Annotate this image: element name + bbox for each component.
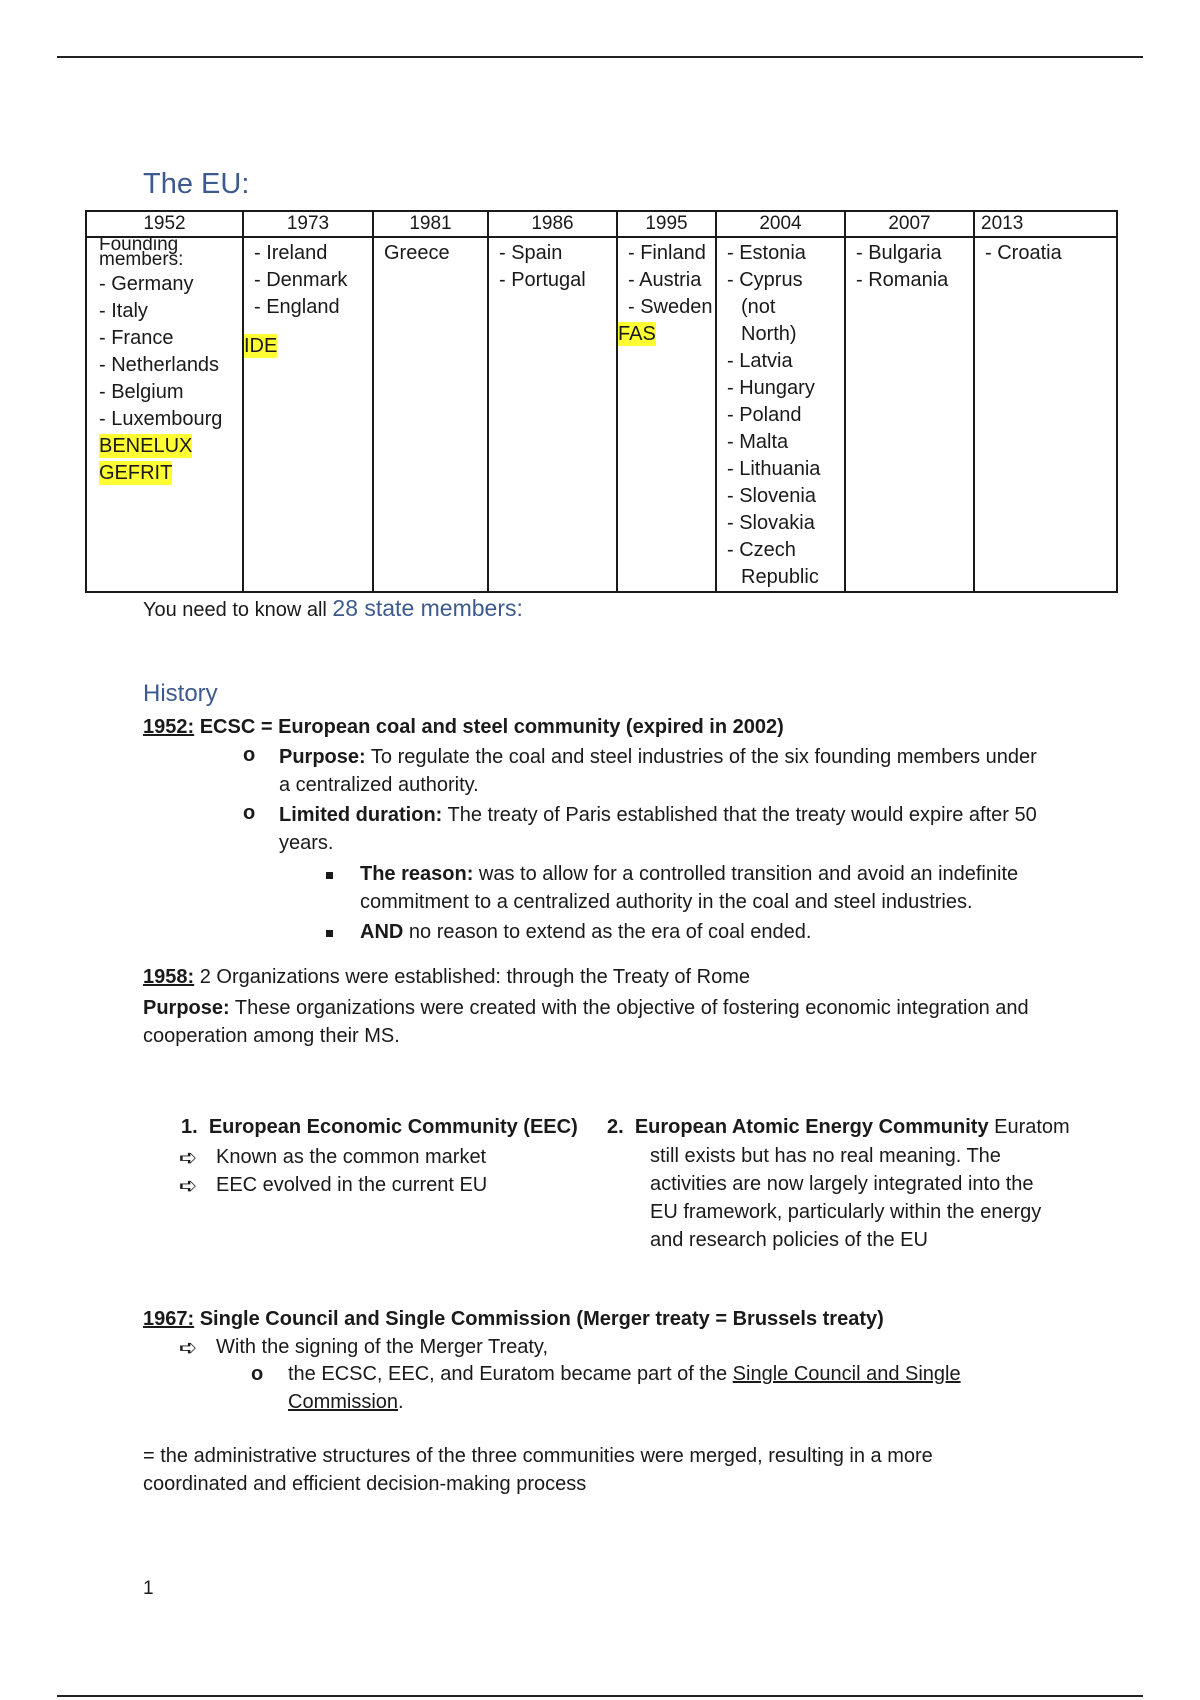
text: commitment to a centralized authority in the coal and steel industries. (360, 891, 973, 913)
mnemonic-highlight: GEFRIT (99, 462, 173, 484)
col-1995 (617, 237, 716, 592)
eu-membership-table (85, 210, 1118, 593)
table-header-row (86, 211, 1117, 237)
text: EU framework, particularly within the energy (650, 1201, 1042, 1223)
circle-bullet-icon: o (243, 744, 256, 766)
rome-heading (143, 966, 750, 989)
merger-heading (143, 1308, 884, 1331)
text: activities are now largely integrated into the (650, 1173, 1034, 1195)
title-text: European Atomic Energy Community (634, 1116, 989, 1138)
eec-point: Known as the common market (216, 1146, 487, 1168)
merger-point: With the signing of the Merger Treaty, (216, 1336, 549, 1358)
history-heading: History (143, 680, 218, 707)
underlined-text: Single Council and Single (732, 1363, 961, 1385)
euratom-description (650, 1142, 1041, 1254)
country: - Belgium (99, 381, 184, 403)
label: Purpose: (279, 746, 366, 768)
col-2004 (716, 237, 845, 592)
text: was to allow for a controlled transition and avoid an indefinite (473, 863, 1019, 885)
country: - Spain (499, 242, 563, 264)
members-note-prefix: You need to know all (143, 599, 333, 621)
year-header: 1995 (617, 211, 716, 237)
col-1986 (488, 237, 617, 592)
country: - Latvia (727, 350, 793, 372)
circle-bullet-icon: o (251, 1363, 264, 1385)
label: Limited duration: (279, 804, 443, 826)
page-number: 1 (143, 1578, 154, 1599)
heading-text: Single Council and Single Commission (Merger treaty = Brussels treaty) (194, 1308, 884, 1330)
country: - Croatia (985, 242, 1062, 264)
eec-point: EEC evolved in the current EU (216, 1174, 488, 1196)
country: - Lithuania (727, 458, 821, 480)
mnemonic-highlight: IDE (244, 335, 278, 357)
label: The reason: (360, 863, 474, 885)
text: These organizations were created with the objective of fostering economic integration and (229, 997, 1029, 1019)
country: - Slovenia (727, 485, 816, 507)
year-header: 1981 (373, 211, 488, 237)
country: - Czech (727, 539, 796, 561)
founding-label: Founding members: (99, 234, 184, 270)
underlined-text: Commission (288, 1391, 399, 1413)
col-1952 (86, 234, 243, 592)
col-1981 (373, 237, 488, 592)
country: - France (99, 327, 174, 349)
country: - Ireland (254, 242, 328, 264)
rome-purpose (143, 994, 1029, 1050)
text: To regulate the coal and steel industries of the six founding members under (365, 746, 1037, 768)
text: a centralized authority. (279, 774, 479, 796)
text: still exists but has no real meaning. The (650, 1145, 1001, 1167)
text: coordinated and efficient decision-making process (143, 1473, 587, 1495)
country: - Netherlands (99, 354, 220, 376)
ecsc-heading (143, 716, 784, 739)
col-2007 (845, 237, 974, 592)
merger-summary (143, 1442, 933, 1498)
page-title: The EU: (143, 168, 250, 200)
year-header: 1973 (243, 211, 373, 237)
arrow-bullet-icon: ➪ (179, 1335, 198, 1360)
text: = the administrative structures of the three communities were merged, resulting in a more (143, 1445, 933, 1467)
country: - Finland (628, 242, 706, 264)
country: - Denmark (254, 269, 348, 291)
footer-rule (57, 1695, 1143, 1697)
year-header: 1952 (86, 211, 243, 237)
text: and research policies of the EU (650, 1229, 928, 1251)
label: Purpose: (143, 997, 230, 1019)
country: - Slovakia (727, 512, 815, 534)
square-bullet-icon (326, 872, 333, 879)
country: - Italy (99, 300, 148, 322)
country: - Malta (727, 431, 789, 453)
country: - Estonia (727, 242, 806, 264)
members-note (143, 595, 523, 622)
list-number: 2. (607, 1116, 624, 1138)
text: Euratom (988, 1116, 1070, 1138)
country: - Austria (628, 269, 702, 291)
ecsc-reason (360, 860, 1018, 916)
label: AND (360, 921, 404, 943)
euratom-title (607, 1116, 1070, 1139)
members-note-highlight: 28 state members: (332, 595, 523, 621)
year-label: 1967: (143, 1308, 195, 1330)
arrow-bullet-icon: ➪ (179, 1173, 198, 1198)
ecsc-and (360, 918, 811, 946)
year-label: 1958: (143, 966, 195, 988)
year-header: 2007 (845, 211, 974, 237)
year-label: 1952: (143, 716, 195, 738)
arrow-bullet-icon: ➪ (179, 1145, 198, 1170)
country: - Poland (727, 404, 802, 426)
text: The treaty of Paris established that the treaty would expire after 50 (442, 804, 1037, 826)
text: years. (279, 832, 334, 854)
country: - England (254, 296, 340, 318)
table-body-row (86, 237, 1117, 592)
text: no reason to extend as the era of coal ended. (403, 921, 812, 943)
list-number: 1. (181, 1116, 198, 1138)
country: - Hungary (727, 377, 815, 399)
year-header: 2013 (974, 211, 1117, 237)
country: - Sweden (628, 296, 713, 318)
header-rule (57, 56, 1143, 58)
year-header: 2004 (716, 211, 845, 237)
country: Greece (384, 242, 450, 264)
country: - Bulgaria (856, 242, 942, 264)
text: the ECSC, EEC, and Euratom became part of the (288, 1363, 733, 1385)
circle-bullet-icon: o (243, 802, 256, 824)
square-bullet-icon (326, 930, 333, 937)
eec-title (181, 1116, 578, 1139)
country: - Cyprus (727, 269, 803, 291)
heading-text: ECSC = European coal and steel community (expired in 2002) (194, 716, 784, 738)
country-note: North) (741, 323, 797, 345)
merger-subpoint (288, 1360, 961, 1416)
country: Republic (741, 566, 819, 588)
title-text: European Economic Community (EEC) (208, 1116, 578, 1138)
country: - Germany (99, 273, 194, 295)
country: - Luxembourg (99, 408, 223, 430)
ecsc-duration (279, 801, 1037, 857)
country: - Portugal (499, 269, 586, 291)
heading-text: 2 Organizations were established: through the Treaty of Rome (194, 966, 751, 988)
ecsc-purpose (279, 743, 1037, 799)
col-2013 (974, 237, 1117, 592)
country-note: (not (741, 296, 776, 318)
col-1973 (243, 237, 373, 592)
year-header: 1986 (488, 211, 617, 237)
mnemonic-highlight: BENELUX (99, 435, 193, 457)
text: cooperation among their MS. (143, 1025, 400, 1047)
mnemonic-highlight: FAS (618, 323, 656, 345)
text: . (398, 1391, 404, 1413)
country: - Romania (856, 269, 949, 291)
